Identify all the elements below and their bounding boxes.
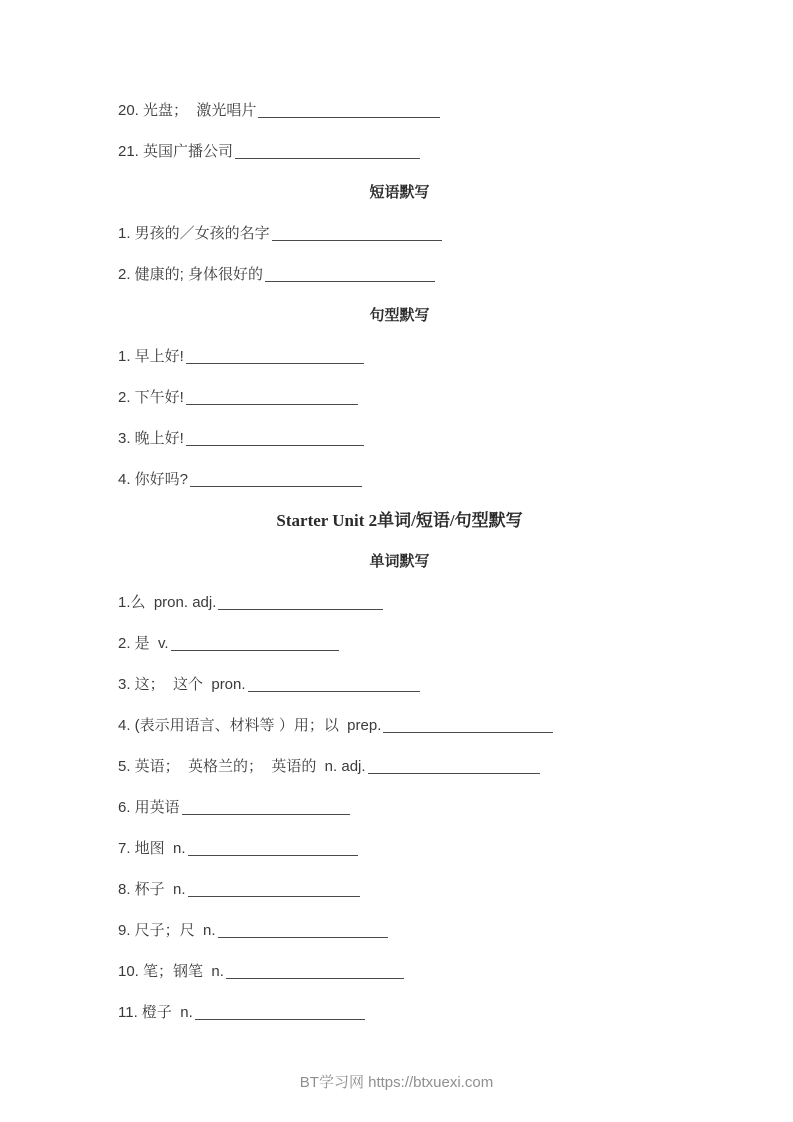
word-item-11 — [118, 1004, 681, 1021]
word-item-4 — [118, 717, 681, 734]
item-text: 10. 笔；钢笔 n. — [118, 963, 224, 980]
item-text: 6. 用英语 — [118, 799, 180, 816]
word-item-10 — [118, 963, 681, 980]
answer-blank — [186, 350, 364, 364]
answer-blank — [235, 145, 420, 159]
answer-blank — [171, 637, 339, 651]
item-text: 1. 早上好! — [118, 348, 184, 365]
answer-blank — [258, 104, 440, 118]
word-item-5 — [118, 758, 681, 775]
sentence-item-3 — [118, 430, 681, 447]
page-footer — [0, 1071, 793, 1092]
word-item-7 — [118, 840, 681, 857]
answer-blank — [186, 391, 358, 405]
unit2-title: Starter Unit 2单词/短语/句型默写 — [276, 511, 523, 530]
footer-text: BT学习网 https://btxuexi.com — [299, 1074, 494, 1091]
item-text: 2. 健康的; 身体很好的 — [118, 266, 264, 283]
word-item-1 — [118, 594, 681, 611]
word-item-9 — [118, 922, 681, 939]
answer-blank — [195, 1006, 365, 1020]
item-text: 2. 是 v. — [118, 635, 169, 652]
answer-blank — [226, 965, 404, 979]
answer-blank — [182, 801, 350, 815]
item-text: 5. 英语； 英格兰的； 英语的 n. adj. — [118, 758, 366, 775]
answer-blank — [383, 719, 553, 733]
word-item-2 — [118, 635, 681, 652]
section-heading-sentences: 句型默写 — [369, 307, 430, 324]
answer-blank — [190, 473, 362, 487]
section-heading-words: 单词默写 — [369, 553, 430, 570]
phrase-item-2 — [118, 266, 681, 283]
answer-blank — [218, 924, 388, 938]
answer-blank — [248, 678, 420, 692]
sentence-item-2 — [118, 389, 681, 406]
item-text: 3. 晚上好! — [118, 430, 184, 447]
item-text: 4. (表示用语言、材料等 ）用；以 prep. — [118, 717, 382, 734]
item-text: 2. 下午好! — [118, 389, 184, 406]
item-text: 20. 光盘； 激光唱片 — [118, 102, 257, 119]
answer-blank — [218, 596, 383, 610]
answer-blank — [188, 842, 358, 856]
word-item-3 — [118, 676, 681, 693]
word-item-6 — [118, 799, 681, 816]
item-text: 1.么 pron. adj. — [118, 594, 217, 611]
answer-blank — [272, 227, 442, 241]
section-heading-phrases: 短语默写 — [369, 184, 430, 201]
item-text: 11. 橙子 n. — [118, 1004, 193, 1021]
answer-blank — [368, 760, 540, 774]
word-item-8 — [118, 881, 681, 898]
vocab-item-20 — [118, 102, 681, 119]
item-text: 9. 尺子；尺 n. — [118, 922, 216, 939]
answer-blank — [265, 268, 435, 282]
item-text: 1. 男孩的／女孩的名字 — [118, 225, 270, 242]
item-text: 8. 杯子 n. — [118, 881, 186, 898]
answer-blank — [188, 883, 360, 897]
phrase-item-1 — [118, 225, 681, 242]
sentence-item-4 — [118, 471, 681, 488]
vocab-item-21 — [118, 143, 681, 160]
item-text: 7. 地图 n. — [118, 840, 186, 857]
item-text: 4. 你好吗? — [118, 471, 189, 488]
sentence-item-1 — [118, 348, 681, 365]
item-text: 3. 这； 这个 pron. — [118, 676, 246, 693]
answer-blank — [186, 432, 364, 446]
item-text: 21. 英国广播公司 — [118, 143, 234, 160]
